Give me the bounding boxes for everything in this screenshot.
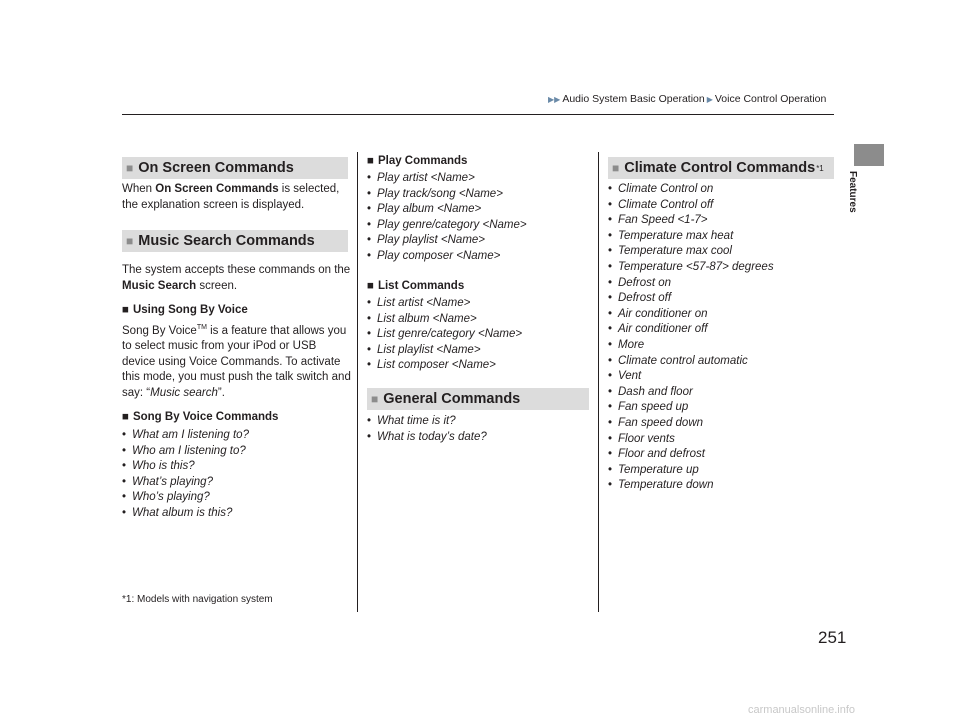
bullet-icon: •	[367, 328, 372, 341]
square-bullet-icon: ■	[126, 161, 134, 175]
list-item-text: Floor vents	[618, 432, 675, 445]
list-item-text: List artist <Name>	[377, 297, 471, 309]
text-run: Song By Voice	[122, 324, 197, 337]
watermark-text: carmanualsonline.info	[748, 704, 856, 716]
list-item	[608, 416, 774, 432]
list-item-text: Climate Control off	[618, 198, 714, 211]
double-arrow-icon: ▶▶	[548, 95, 561, 104]
list-item-text: Who’s playing?	[132, 491, 210, 504]
footnote-mark: *1	[816, 163, 824, 173]
bullet-icon: •	[122, 444, 127, 457]
list-item-text: Fan speed down	[618, 416, 704, 429]
list-item	[367, 343, 522, 359]
general-commands-list	[367, 414, 487, 445]
breadcrumb-parent: Audio System Basic Operation	[562, 93, 705, 105]
list-item-text: Play playlist <Name>	[377, 234, 486, 247]
list-item	[608, 354, 774, 370]
song-by-voice-commands-heading	[122, 411, 278, 423]
text-italic: Music search	[150, 386, 218, 399]
list-item-text: Defrost on	[618, 276, 672, 289]
list-item-text: Fan Speed <1-7>	[618, 214, 708, 227]
subheading-text: Using Song By Voice	[132, 304, 248, 316]
list-item	[608, 463, 774, 479]
list-item	[367, 249, 527, 265]
heading-text: Music Search Commands	[138, 233, 315, 249]
square-bullet-icon: ■	[122, 411, 129, 423]
text-run: When	[122, 183, 156, 195]
list-item	[608, 478, 774, 494]
bullet-icon: •	[122, 506, 127, 519]
list-item	[367, 430, 487, 446]
list-item-text: Climate control automatic	[618, 354, 748, 367]
bullet-icon: •	[608, 183, 613, 195]
bullet-icon: •	[608, 401, 613, 414]
bullet-icon: •	[608, 338, 613, 351]
bullet-icon: •	[608, 370, 613, 383]
list-item	[608, 260, 774, 276]
bullet-icon: •	[367, 218, 372, 231]
subheading-text: Play Commands	[377, 155, 468, 167]
bullet-icon: •	[367, 430, 372, 443]
section-tab-marker	[854, 144, 884, 166]
list-item	[122, 475, 249, 491]
header-divider	[122, 114, 834, 115]
square-bullet-icon: ■	[126, 234, 134, 248]
list-item	[608, 447, 774, 463]
bullet-icon: •	[608, 432, 613, 445]
list-item	[608, 432, 774, 448]
list-item-text: Temperature up	[618, 463, 699, 476]
list-item	[608, 400, 774, 416]
list-item-text: Climate Control on	[618, 183, 714, 195]
list-item-text: Play track/song <Name>	[377, 187, 503, 200]
list-item	[608, 244, 774, 260]
arrow-icon: ▶	[706, 95, 713, 104]
bullet-icon: •	[608, 479, 613, 492]
list-item	[367, 187, 527, 203]
list-item	[608, 213, 774, 229]
list-item	[367, 202, 527, 218]
list-item-text: Play composer <Name>	[377, 249, 501, 262]
list-item-text: Temperature down	[618, 479, 714, 492]
square-bullet-icon: ■	[367, 155, 374, 167]
list-item	[608, 322, 774, 338]
bullet-icon: •	[122, 429, 127, 441]
list-item	[608, 369, 774, 385]
list-item-text: Temperature max heat	[618, 229, 734, 242]
on-screen-commands-text	[122, 182, 348, 213]
bullet-icon: •	[367, 187, 372, 200]
song-by-voice-commands-list	[122, 428, 249, 522]
heading-text: General Commands	[383, 391, 521, 407]
list-item	[122, 490, 249, 506]
list-item-text: Play album <Name>	[377, 203, 482, 216]
list-item	[608, 291, 774, 307]
text-run: is selected, the explanation screen is displayed.	[122, 183, 340, 211]
bullet-icon: •	[367, 249, 372, 262]
list-item-text: Air conditioner off	[618, 323, 708, 336]
square-bullet-icon: ■	[371, 392, 379, 406]
breadcrumb	[548, 93, 826, 105]
list-item	[367, 233, 527, 249]
breadcrumb-current: Voice Control Operation	[714, 93, 827, 105]
bullet-icon: •	[608, 385, 613, 398]
square-bullet-icon: ■	[367, 280, 374, 292]
text-run: screen.	[196, 279, 238, 292]
list-item	[122, 444, 249, 460]
general-commands-heading	[367, 388, 589, 410]
bullet-icon: •	[367, 297, 372, 309]
play-commands-heading	[367, 155, 467, 167]
list-item-text: Air conditioner on	[618, 307, 708, 320]
list-item	[122, 459, 249, 475]
list-item	[367, 296, 522, 312]
list-item	[608, 182, 774, 198]
bullet-icon: •	[367, 343, 372, 356]
list-item-text: Play artist <Name>	[377, 172, 475, 184]
bullet-icon: •	[367, 203, 372, 216]
music-search-commands-heading	[122, 230, 348, 252]
bullet-icon: •	[122, 491, 127, 504]
column-divider-left	[357, 152, 358, 612]
bullet-icon: •	[608, 198, 613, 211]
list-item	[608, 338, 774, 354]
list-item	[367, 358, 522, 374]
list-item-text: What is today’s date?	[377, 430, 487, 443]
list-item-text: Play genre/category <Name>	[377, 218, 527, 231]
list-item	[608, 385, 774, 401]
list-item	[367, 171, 527, 187]
climate-control-commands-list	[608, 182, 774, 494]
subheading-text: Song By Voice Commands	[132, 411, 279, 423]
square-bullet-icon: ■	[612, 161, 620, 175]
bullet-icon: •	[367, 234, 372, 247]
list-item	[367, 312, 522, 328]
heading-text: Climate Control Commands	[624, 160, 816, 176]
list-commands-heading	[367, 280, 464, 292]
side-tab-label	[838, 171, 878, 235]
bullet-icon: •	[608, 354, 613, 367]
list-item-text: What album is this?	[132, 506, 233, 519]
list-item-text: List genre/category <Name>	[377, 328, 523, 341]
bullet-icon: •	[608, 214, 613, 227]
bullet-icon: •	[367, 172, 372, 184]
list-item-text: Vent	[618, 370, 642, 383]
list-item-text: Who is this?	[132, 460, 195, 473]
list-item	[367, 414, 487, 430]
using-song-by-voice-heading	[122, 304, 248, 316]
bullet-icon: •	[367, 415, 372, 427]
list-item-text: List playlist <Name>	[377, 343, 481, 356]
list-item-text: More	[618, 338, 645, 351]
text-bold: On Screen Commands	[155, 183, 279, 195]
list-item-text: List composer <Name>	[377, 359, 496, 372]
list-item-text: Defrost off	[618, 292, 672, 305]
play-commands-list	[367, 171, 527, 265]
list-item	[608, 198, 774, 214]
trademark-mark: TM	[196, 324, 207, 331]
bullet-icon: •	[122, 475, 127, 488]
square-bullet-icon: ■	[122, 304, 129, 316]
bullet-icon: •	[122, 460, 127, 473]
list-item-text: What am I listening to?	[132, 429, 249, 441]
bullet-icon: •	[608, 323, 613, 336]
music-search-text	[122, 263, 352, 294]
bullet-icon: •	[608, 260, 613, 273]
bullet-icon: •	[608, 448, 613, 461]
list-item	[122, 428, 249, 444]
list-item-text: Floor and defrost	[618, 448, 705, 461]
on-screen-commands-heading	[122, 157, 348, 179]
list-item-text: Dash and floor	[618, 385, 693, 398]
text-run: is a feature that allows you to select music from your iPod or USB device using Voice Commands. To activate this mode, you must push the talk switch and say: “	[122, 324, 351, 399]
heading-text: On Screen Commands	[138, 160, 294, 176]
list-item	[608, 276, 774, 292]
text-run: ”.	[217, 386, 225, 399]
list-item-text: What’s playing?	[132, 475, 213, 488]
bullet-icon: •	[608, 463, 613, 476]
list-item-text: List album <Name>	[377, 312, 477, 325]
list-item	[122, 506, 249, 522]
list-item-text: Fan speed up	[618, 401, 689, 414]
list-item-text: Temperature max cool	[618, 245, 732, 258]
column-divider-right	[598, 152, 599, 612]
list-item	[367, 327, 522, 343]
climate-control-commands-heading	[608, 157, 834, 179]
list-item-text: What time is it?	[377, 415, 456, 427]
list-item	[367, 218, 527, 234]
page-number: 251	[818, 628, 847, 647]
text-run: The system accepts these commands on the	[122, 264, 351, 276]
subheading-text: List Commands	[377, 280, 465, 292]
bullet-icon: •	[367, 359, 372, 372]
bullet-icon: •	[608, 416, 613, 429]
list-commands-list	[367, 296, 522, 374]
bullet-icon: •	[608, 292, 613, 305]
list-item-text: Temperature <57-87> degrees	[618, 260, 774, 273]
footnote: *1: Models with navigation system	[122, 594, 273, 605]
bullet-icon: •	[608, 245, 613, 258]
bullet-icon: •	[367, 312, 372, 325]
bullet-icon: •	[608, 307, 613, 320]
side-tab-text: Features	[847, 171, 858, 213]
list-item	[608, 307, 774, 323]
list-item	[608, 229, 774, 245]
bullet-icon: •	[608, 276, 613, 289]
song-by-voice-text	[122, 320, 352, 401]
list-item-text: Who am I listening to?	[132, 444, 246, 457]
bullet-icon: •	[608, 229, 613, 242]
text-bold: Music Search	[122, 279, 197, 292]
